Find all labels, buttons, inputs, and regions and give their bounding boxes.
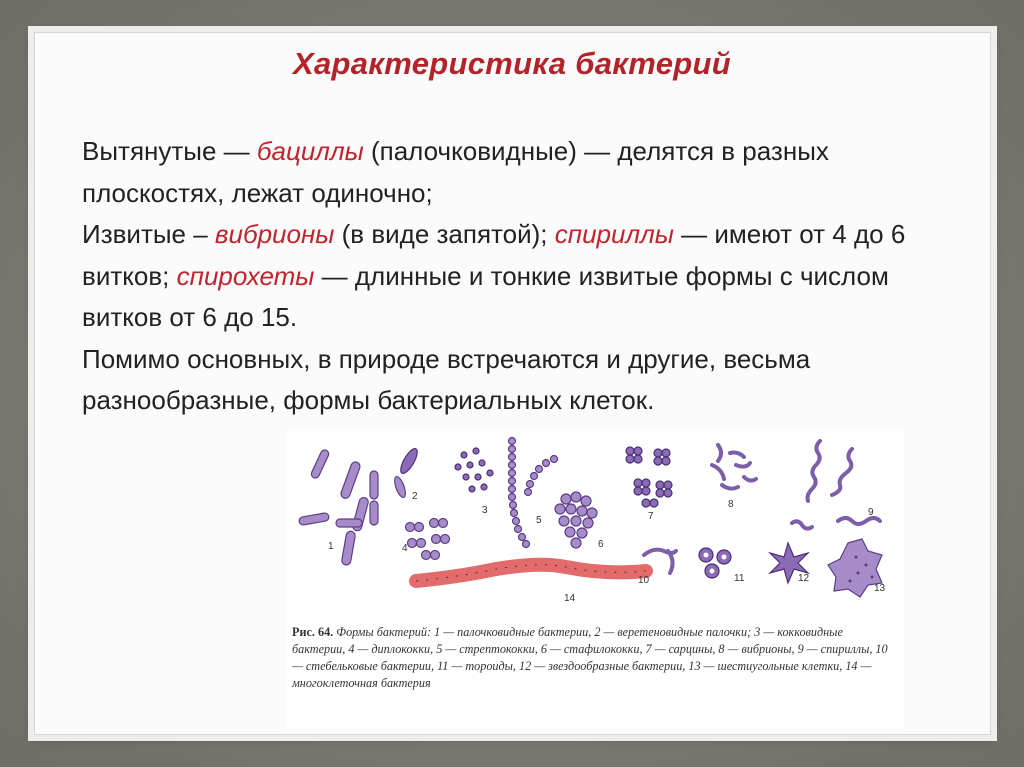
text-run: Извитые –	[82, 219, 215, 249]
label-6: 6	[598, 539, 604, 550]
label-3: 3	[482, 505, 488, 516]
staphylococci-group	[555, 492, 597, 548]
text-run: (в виде запятой);	[334, 219, 555, 249]
label-9: 9	[868, 507, 874, 518]
label-2: 2	[412, 491, 418, 502]
diplococci-group	[406, 519, 450, 560]
text-run: — имеют от 4 до 6 витков;	[82, 219, 906, 291]
label-12: 12	[798, 573, 810, 584]
label-8: 8	[728, 499, 734, 510]
bacteria-illustration	[286, 431, 904, 621]
label-14: 14	[564, 593, 576, 604]
term-spirilla: спириллы	[554, 219, 674, 249]
term-bacilli: бациллы	[256, 136, 364, 166]
streptococci-group	[509, 438, 558, 548]
sarcina-group	[626, 447, 672, 507]
label-11: 11	[734, 573, 745, 584]
label-13: 13	[874, 583, 886, 594]
caption-text: Формы бактерий: 1 — палочковидные бактерии, 2 — веретеновидные палочки; 3 — кокковидные бактерии, 4 — диплококки, 5 — стрептококки, 6 — стафилококки, 7 — сарцины, 8 — вибрионы, 9 — спириллы, 10 — стебельковые бактерии, 11 — тороиды, 12 — звездообразные бактерии, 13 — шестиугольные клетки, 14 — многоклеточная бактерия	[292, 625, 888, 690]
label-10: 10	[638, 575, 650, 586]
term-vibrios: вибрионы	[214, 219, 335, 249]
vibrios-group	[712, 445, 756, 489]
spirilla-group	[792, 441, 880, 529]
slide-title: Характеристика бактерий	[292, 46, 731, 81]
label-5: 5	[536, 515, 542, 526]
text-run: (палочковидные) — делятся в разных плоскостях, лежат одиночно;	[82, 136, 829, 208]
rods-group	[299, 449, 378, 566]
text-run: — длинные и тонкие извитые формы с числом витков от 6 до 15.	[82, 260, 889, 332]
paragraph-rods	[82, 131, 962, 214]
multicellular-filament	[416, 565, 646, 581]
caption-label: Рис. 64.	[292, 625, 334, 639]
paragraph-other: Помимо основных, в природе встречаются и другие, весьма разнообразные, формы бактериальных клеток.	[82, 343, 811, 415]
text-run: Вытянутые —	[82, 136, 257, 166]
figure-caption	[292, 624, 892, 692]
toroids-group	[699, 548, 731, 578]
label-1: 1	[328, 541, 334, 552]
label-4: 4	[402, 543, 408, 554]
cocci-group	[455, 448, 493, 492]
label-7: 7	[648, 511, 654, 522]
term-spirochetes: спирохеты	[176, 260, 315, 291]
bacteria-figure	[286, 431, 904, 729]
body-text	[82, 131, 962, 422]
paragraph-curved	[82, 214, 962, 339]
